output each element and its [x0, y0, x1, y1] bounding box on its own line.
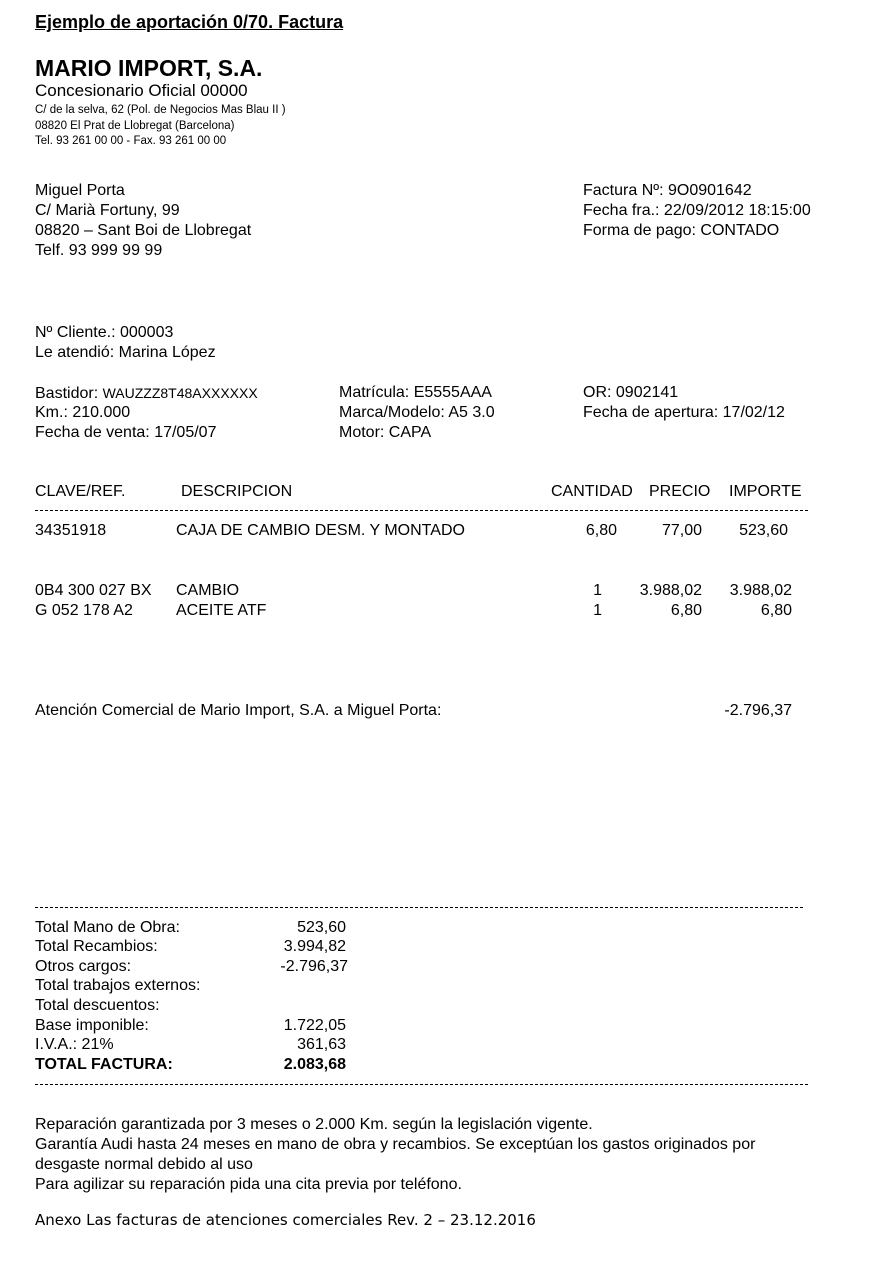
- total-label: Total trabajos externos:: [35, 977, 201, 994]
- total-value: 1.722,05: [283, 1017, 346, 1034]
- row-ref: G 052 178 A2: [35, 602, 133, 619]
- invoice-payment: Forma de pago: CONTADO: [583, 222, 780, 239]
- commercial-attention-label: Atención Comercial de Mario Import, S.A. a Miguel Porta:: [35, 702, 442, 719]
- row-ref: 34351918: [35, 522, 107, 539]
- row-amount: 6,80: [760, 602, 792, 619]
- total-label: Total descuentos:: [35, 997, 160, 1014]
- attended-by: Le atendió: Marina López: [35, 344, 216, 361]
- row-qty: 1: [593, 582, 602, 599]
- note-line: desgaste normal debido al uso: [35, 1156, 253, 1173]
- total-value: 523,60: [297, 919, 346, 936]
- company-address-1: C/ de la selva, 62 (Pol. de Negocios Mas Blau II ): [35, 104, 286, 116]
- col-header-desc: DESCRIPCION: [181, 483, 293, 500]
- col-header-price: PRECIO: [649, 483, 711, 500]
- customer-street: C/ Marià Fortuny, 99: [35, 202, 180, 219]
- total-label: Total Mano de Obra:: [35, 919, 180, 936]
- vehicle-bastidor: [35, 383, 258, 404]
- col-header-amount: IMPORTE: [729, 483, 802, 500]
- company-name: MARIO IMPORT, S.A.: [35, 55, 263, 81]
- total-value: -2.796,37: [280, 958, 348, 975]
- row-price: 77,00: [661, 522, 702, 539]
- invoice-number: Factura Nº: 9O0901642: [583, 182, 752, 199]
- totals-divider-bottom: [35, 1084, 808, 1085]
- company-phone: Tel. 93 261 00 00 - Fax. 93 261 00 00: [35, 135, 227, 147]
- total-label: Total Recambios:: [35, 938, 158, 955]
- total-label: I.V.A.: 21%: [35, 1036, 114, 1053]
- vehicle-plate: Matrícula: E5555AAA: [339, 384, 492, 401]
- customer-city: 08820 – Sant Boi de Llobregat: [35, 222, 252, 239]
- row-price: 3.988,02: [639, 582, 702, 599]
- row-ref: 0B4 300 027 BX: [35, 582, 152, 599]
- vehicle-km: Km.: 210.000: [35, 404, 131, 421]
- table-divider: [35, 510, 808, 511]
- total-value: 361,63: [297, 1036, 346, 1053]
- row-qty: 6,80: [585, 522, 617, 539]
- customer-phone: Telf. 93 999 99 99: [35, 242, 163, 259]
- company-subtitle: Concesionario Oficial 00000: [35, 81, 248, 100]
- document-title: Ejemplo de aportación 0/70. Factura: [35, 12, 344, 32]
- repair-order: OR: 0902141: [583, 384, 679, 401]
- note-line: Reparación garantizada por 3 meses o 2.000 Km. según la legislación vigente.: [35, 1116, 593, 1133]
- total-label: Base imponible:: [35, 1017, 149, 1034]
- row-qty: 1: [593, 602, 602, 619]
- row-price: 6,80: [670, 602, 702, 619]
- customer-name: Miguel Porta: [35, 182, 125, 199]
- total-label: Otros cargos:: [35, 958, 132, 975]
- grand-total-value: 2.083,68: [283, 1056, 346, 1073]
- totals-divider-top: [35, 907, 803, 908]
- vehicle-sale-date: Fecha de venta: 17/05/07: [35, 424, 217, 441]
- open-date: Fecha de apertura: 17/02/12: [583, 404, 785, 421]
- row-amount: 523,60: [739, 522, 788, 539]
- row-desc: ACEITE ATF: [176, 602, 267, 619]
- total-value: 3.994,82: [283, 938, 346, 955]
- vehicle-engine: Motor: CAPA: [339, 424, 432, 441]
- col-header-ref: CLAVE/REF.: [35, 483, 126, 500]
- bastidor-label: Bastidor:: [35, 385, 99, 402]
- commercial-attention-value: -2.796,37: [724, 702, 792, 719]
- grand-total-label: TOTAL FACTURA:: [35, 1056, 173, 1073]
- bastidor-value: WAUZZZ8T48AXXXXXX: [102, 385, 258, 401]
- row-desc: CAJA DE CAMBIO DESM. Y MONTADO: [176, 522, 465, 539]
- note-line: Para agilizar su reparación pida una cita previa por teléfono.: [35, 1176, 462, 1193]
- col-header-qty: CANTIDAD: [551, 483, 633, 500]
- annex-footer: Anexo Las facturas de atenciones comerciales Rev. 2 – 23.12.2016: [35, 1211, 536, 1229]
- note-line: Garantía Audi hasta 24 meses en mano de obra y recambios. Se exceptúan los gastos originados por: [35, 1136, 756, 1153]
- invoice-date: Fecha fra.: 22/09/2012 18:15:00: [583, 202, 811, 219]
- client-number: Nº Cliente.: 000003: [35, 324, 174, 341]
- row-amount: 3.988,02: [729, 582, 792, 599]
- vehicle-model: Marca/Modelo: A5 3.0: [339, 404, 495, 421]
- company-address-2: 08820 El Prat de Llobregat (Barcelona): [35, 120, 235, 132]
- row-desc: CAMBIO: [176, 582, 240, 599]
